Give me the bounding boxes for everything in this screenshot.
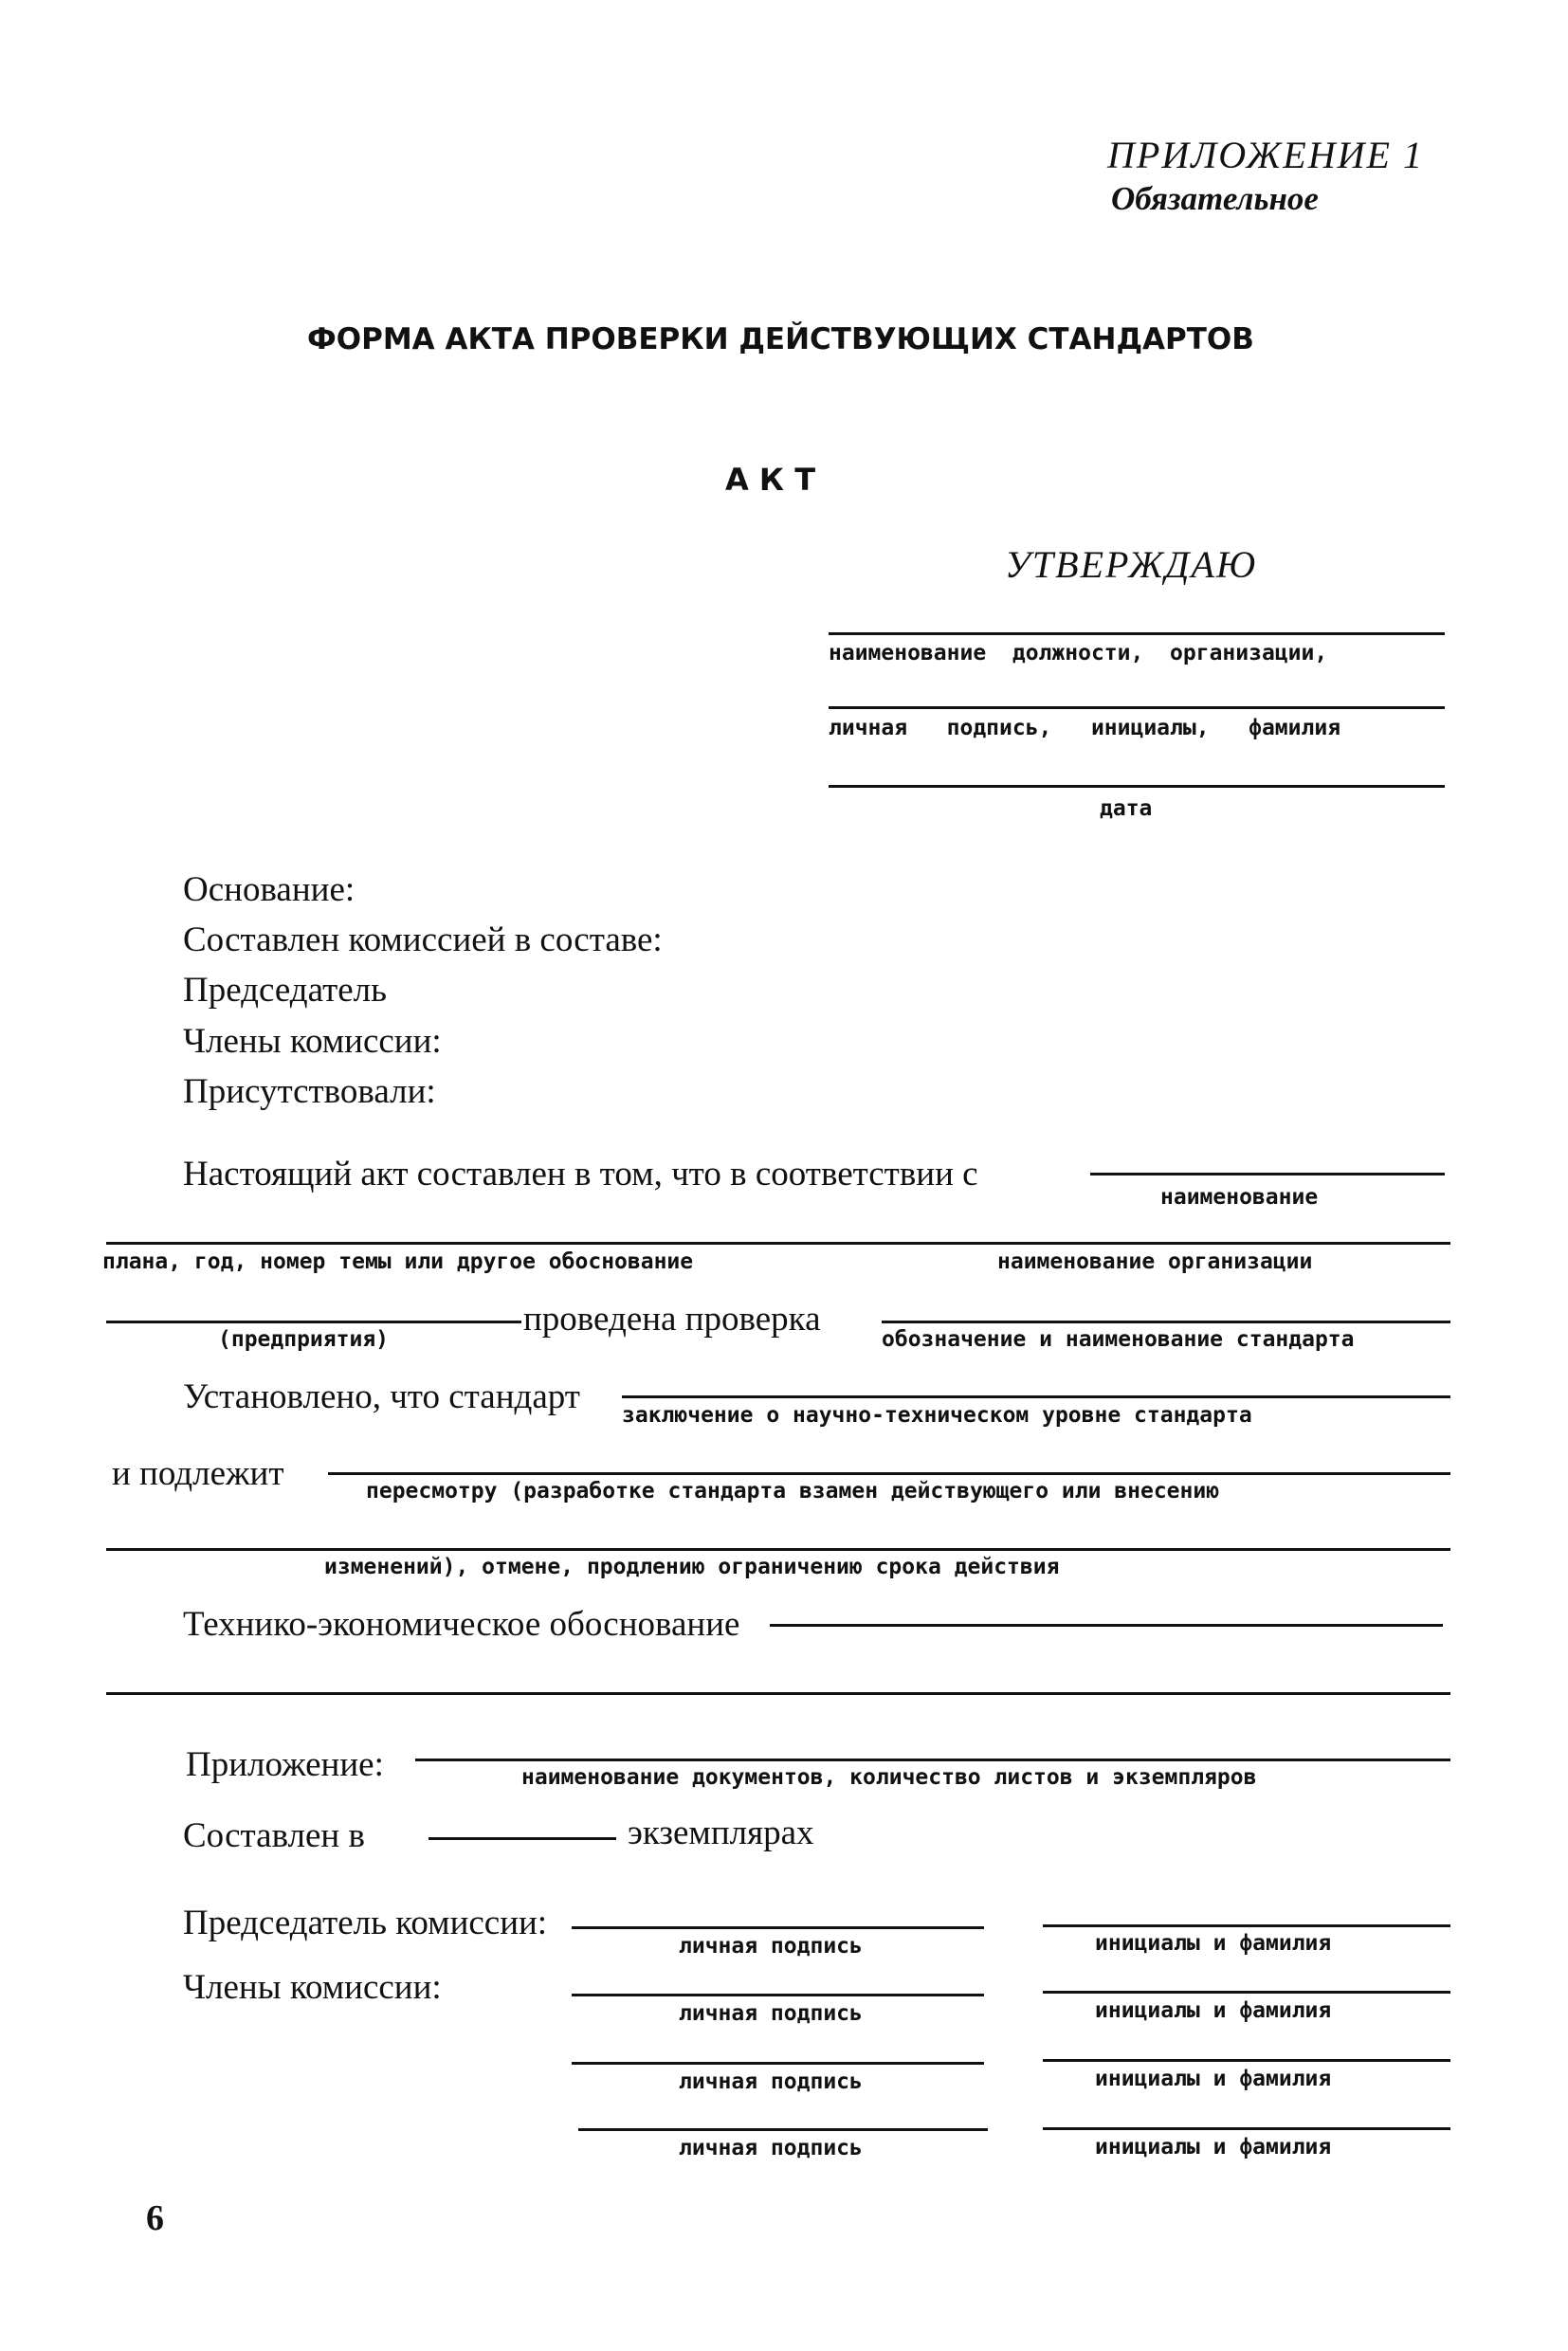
copies-count-line[interactable] <box>428 1837 616 1840</box>
standard-line[interactable] <box>882 1321 1450 1323</box>
feasibility-line-2[interactable] <box>106 1692 1450 1695</box>
members-label: Члены комиссии: <box>183 1022 442 1061</box>
sig-members-label: Члены комиссии: <box>183 1968 442 2007</box>
enterprise-caption: (предприятия) <box>218 1327 390 1352</box>
basis-label: Основание: <box>183 870 356 909</box>
date-caption: дата <box>1100 796 1153 821</box>
name-line[interactable] <box>1090 1173 1445 1176</box>
signature-line[interactable] <box>829 706 1445 709</box>
sig-row-3-name-line[interactable] <box>1043 2059 1450 2062</box>
composed-in-label: Составлен в <box>183 1816 365 1855</box>
sig-row-1-sign-caption: личная подпись <box>679 1934 863 1959</box>
name-caption: наименование <box>1160 1185 1319 1210</box>
appendix-status: Обязательное <box>1111 180 1319 217</box>
standard-caption: обозначение и наименование стандарта <box>882 1327 1355 1352</box>
inspection-done: проведена проверка <box>523 1300 821 1339</box>
act-heading: А К Т <box>725 462 816 498</box>
sig-row-1-sign-line[interactable] <box>572 1926 984 1929</box>
subject-to-label: и подлежит <box>112 1454 284 1493</box>
present-label: Присутствовали: <box>183 1072 436 1111</box>
date-line[interactable] <box>829 785 1445 788</box>
sig-row-2-sign-caption: личная подпись <box>679 2001 863 2026</box>
feasibility-line[interactable] <box>770 1624 1443 1627</box>
feasibility-label: Технико-экономическое обоснование <box>183 1605 740 1644</box>
sig-row-3-sign-line[interactable] <box>572 2062 984 2065</box>
attachment-label: Приложение: <box>186 1745 384 1784</box>
enterprise-line[interactable] <box>106 1321 521 1323</box>
form-title: ФОРМА АКТА ПРОВЕРКИ ДЕЙСТВУЮЩИХ СТАНДАРТОВ <box>307 322 1254 356</box>
documents-line[interactable] <box>415 1759 1450 1761</box>
sig-row-4-sign-line[interactable] <box>578 2128 988 2131</box>
sig-chairman-label: Председатель комиссии: <box>183 1904 548 1942</box>
approve-label: УТВЕРЖДАЮ <box>1005 543 1258 586</box>
sig-row-4-name-line[interactable] <box>1043 2127 1450 2130</box>
sig-row-2-name-caption: инициалы и фамилия <box>1095 1998 1332 2023</box>
established-label: Установлено, что стандарт <box>183 1377 580 1416</box>
sig-row-3-sign-caption: личная подпись <box>679 2069 863 2094</box>
sig-row-1-name-line[interactable] <box>1043 1924 1450 1927</box>
sig-row-2-sign-line[interactable] <box>572 1994 984 1996</box>
changes-line[interactable] <box>106 1548 1450 1551</box>
sig-row-2-name-line[interactable] <box>1043 1991 1450 1994</box>
page-number: 6 <box>146 2198 164 2238</box>
conclusion-caption: заключение о научно-техническом уровне стандарта <box>622 1403 1252 1428</box>
position-caption: наименование должности, организации, <box>829 641 1328 665</box>
sig-row-3-name-caption: инициалы и фамилия <box>1095 2067 1332 2091</box>
plan-line[interactable] <box>106 1242 1450 1245</box>
sig-row-4-name-caption: инициалы и фамилия <box>1095 2135 1332 2160</box>
act-statement: Настоящий акт составлен в том, что в соответствии с <box>183 1155 978 1194</box>
conclusion-line[interactable] <box>622 1395 1450 1398</box>
commission-label: Составлен комиссией в составе: <box>183 920 663 959</box>
organization-caption: наименование организации <box>997 1249 1313 1274</box>
position-line[interactable] <box>829 632 1445 635</box>
documents-caption: наименование документов, количество листов и экземпляров <box>521 1765 1257 1790</box>
sig-row-1-name-caption: инициалы и фамилия <box>1095 1931 1332 1956</box>
plan-caption: плана, год, номер темы или другое обоснование <box>102 1249 694 1274</box>
sig-row-4-sign-caption: личная подпись <box>679 2136 863 2160</box>
revision-caption: пересмотру (разработке стандарта взамен действующего или внесению <box>366 1479 1220 1504</box>
appendix-title: ПРИЛОЖЕНИЕ 1 <box>1107 134 1424 176</box>
chairman-label: Председатель <box>183 971 388 1010</box>
copies-label: экземплярах <box>628 1813 814 1852</box>
changes-caption: изменений), отмене, продлению ограничению срока действия <box>324 1555 1060 1579</box>
signature-caption: личная подпись, инициалы, фамилия <box>829 716 1341 740</box>
revision-line[interactable] <box>328 1472 1450 1475</box>
